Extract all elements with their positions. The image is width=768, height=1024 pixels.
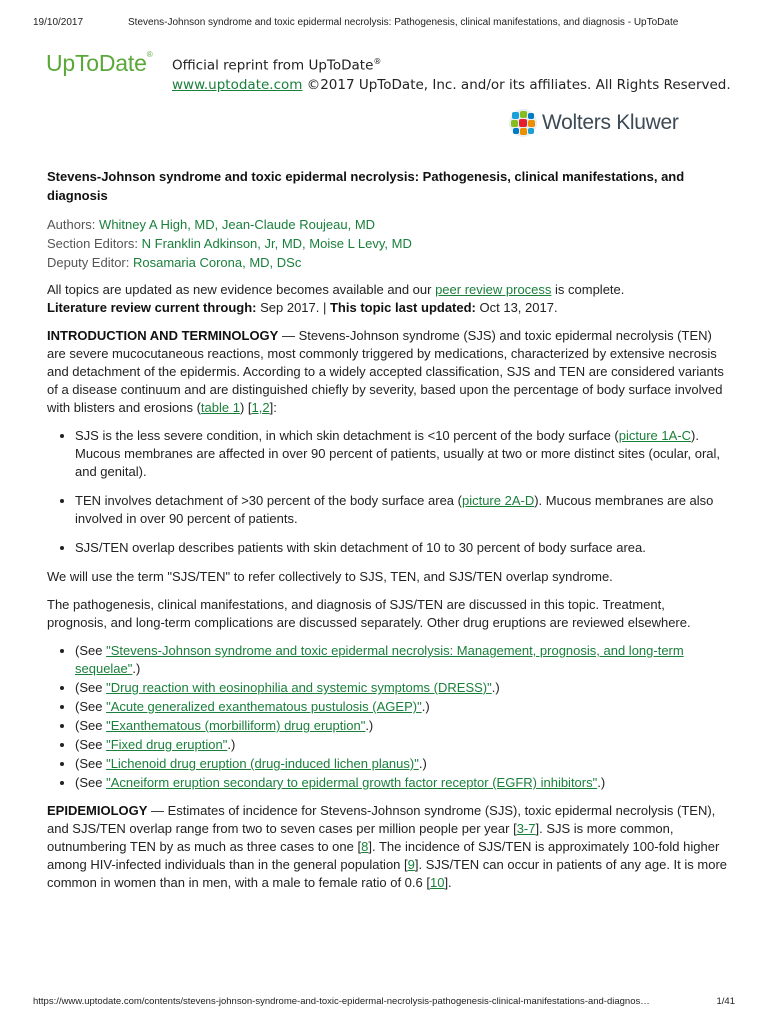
epidemiology-heading: EPIDEMIOLOGY xyxy=(47,803,148,818)
epidemiology-paragraph: EPIDEMIOLOGY — Estimates of incidence for Stevens-Johnson syndrome (SJS), toxic epidermal necrolysis (TEN), and SJS/TEN overlap range from two to seven cases per million people per year [3-7]. SJS is more common, outnumbering TEN by as much as three cases to one [8]. The incidence of SJS/TEN is approximately 100-fold higher among HIV-infected individuals than in the general population [9]. SJS/TEN can occur in patients of any age. It is more common in women than in men, with a male to female ratio of 0.6 [10]. xyxy=(47,803,728,890)
ref-3-7-link[interactable]: 3-7 xyxy=(516,821,536,836)
wolters-kluwer-globe-icon xyxy=(508,108,538,138)
uptodate-logo[interactable]: UpToDate® xyxy=(46,50,153,76)
see-also-link[interactable]: "Exanthematous (morbilliform) drug eruption" xyxy=(106,718,366,733)
ref-1-2-link[interactable]: 1,2 xyxy=(251,400,270,415)
ref-9-link[interactable]: 9 xyxy=(407,857,415,872)
list-item: • SJS/TEN overlap describes patients with skin detachment of 10 to 30 percent of body surface area. xyxy=(75,539,727,557)
severity-list xyxy=(47,427,727,557)
article-title: Stevens-Johnson syndrome and toxic epidermal necrolysis: Pathogenesis, clinical manifestations, and diagnosis xyxy=(47,169,685,203)
intro-heading: INTRODUCTION AND TERMINOLOGY xyxy=(47,328,279,343)
see-also-link[interactable]: "Lichenoid drug eruption (drug-induced lichen planus)" xyxy=(106,756,419,771)
review-notice: All topics are updated as new evidence becomes available and our peer review process is complete. Literature review current through: Sep 2017. | This topic last updated: Oct 13, 2017. xyxy=(47,282,625,315)
see-also-link[interactable]: "Fixed drug eruption" xyxy=(106,737,228,752)
intro-paragraph: INTRODUCTION AND TERMINOLOGY — Stevens-Johnson syndrome (SJS) and toxic epidermal necrolysis (TEN) are severe mucocutaneous reactions, most commonly triggered by medications, characterized by extensive necrosis and detachment of the epidermis. According to a widely accepted classification, SJS and TEN are considered variants of a disease continuum and are distinguished chiefly by severity, based upon the percentage of body surface involved with blisters and erosions (table 1) [1,2]: xyxy=(47,328,724,415)
peer-review-link[interactable]: peer review process xyxy=(435,282,552,297)
see-also-item: • (See "Acute generalized exanthematous pustulosis (AGEP)".) xyxy=(75,698,727,716)
terminology-paragraph: We will use the term "SJS/TEN" to refer collectively to SJS, TEN, and SJS/TEN overlap syndrome. xyxy=(47,569,613,584)
deputy-editor-line: Deputy Editor: Rosamaria Corona, MD, DSc xyxy=(47,255,302,270)
picture-2-link[interactable]: picture 2A-D xyxy=(461,493,535,508)
picture-1-link[interactable]: picture 1A-C xyxy=(618,428,692,443)
ref-10-link[interactable]: 10 xyxy=(429,875,445,890)
see-also-item: • (See "Stevens-Johnson syndrome and toxic epidermal necrolysis: Management, prognosis, and long-term sequelae".) xyxy=(75,642,727,678)
see-also-item: • (See "Exanthematous (morbilliform) drug eruption".) xyxy=(75,717,727,735)
deputy-editor-link[interactable]: Rosamaria Corona, MD, DSc xyxy=(133,255,302,270)
authors-link[interactable]: Whitney A High, MD, Jean-Claude Roujeau, MD xyxy=(99,217,376,232)
ref-8-link[interactable]: 8 xyxy=(361,839,369,854)
reprint-notice: Official reprint from UpToDate® www.uptodate.com ©2017 UpToDate, Inc. and/or its affiliates. All Rights Reserved. xyxy=(172,57,731,93)
see-also-item: • (See "Lichenoid drug eruption (drug-induced lichen planus)".) xyxy=(75,755,727,773)
uptodate-url-link[interactable]: www.uptodate.com xyxy=(172,76,303,93)
publisher-name: Wolters Kluwer xyxy=(542,111,679,134)
see-also-link[interactable]: "Drug reaction with eosinophilia and systemic symptoms (DRESS)" xyxy=(106,680,492,695)
publisher-logo xyxy=(508,108,679,138)
authors-line: Authors: Whitney A High, MD, Jean-Claude Roujeau, MD xyxy=(47,217,376,232)
print-title: Stevens-Johnson syndrome and toxic epidermal necrolysis: Pathogenesis, clinical manifestations, and diagnosis - UpToDate xyxy=(128,17,679,28)
section-editors-link[interactable]: N Franklin Adkinson, Jr, MD, Moise L Levy, MD xyxy=(141,236,412,251)
see-also-item: • (See "Acneiform eruption secondary to epidermal growth factor receptor (EGFR) inhibitors".) xyxy=(75,774,727,792)
list-item: • TEN involves detachment of >30 percent of the body surface area (picture 2A-D). Mucous membranes are also involved in over 90 percent of patients. xyxy=(75,492,727,528)
see-also-item: • (See "Drug reaction with eosinophilia and systemic symptoms (DRESS)".) xyxy=(75,679,727,697)
article xyxy=(47,167,727,902)
scope-paragraph: The pathogenesis, clinical manifestations, and diagnosis of SJS/TEN are discussed in this topic. Treatment, prognosis, and long-term complications are discussed separately. Other drug eruptions are reviewed elsewhere. xyxy=(47,597,691,630)
print-date: 19/10/2017 xyxy=(33,17,84,28)
section-editors-line: Section Editors: N Franklin Adkinson, Jr, MD, Moise L Levy, MD xyxy=(47,236,412,251)
see-also-link[interactable]: "Acneiform eruption secondary to epidermal growth factor receptor (EGFR) inhibitors" xyxy=(106,775,598,790)
table-1-link[interactable]: table 1 xyxy=(200,400,240,415)
see-also-link[interactable]: "Acute generalized exanthematous pustulosis (AGEP)" xyxy=(106,699,422,714)
print-url: https://www.uptodate.com/contents/stevens-johnson-syndrome-and-toxic-epidermal-necrolysis-pathogenesis-clinical-manifestations-and-diagnos… xyxy=(33,996,650,1007)
see-also-list xyxy=(47,642,727,792)
list-item: • SJS is the less severe condition, in which skin detachment is <10 percent of the body surface (picture 1A-C). Mucous membranes are affected in over 90 percent of patients, usually at two or more distinct sites (ocular, oral, and genital). xyxy=(75,427,727,481)
page-number: 1/41 xyxy=(716,996,735,1007)
see-also-link[interactable]: "Stevens-Johnson syndrome and toxic epidermal necrolysis: Management, prognosis, and long-term sequelae" xyxy=(75,643,684,676)
see-also-item: • (See "Fixed drug eruption".) xyxy=(75,736,727,754)
